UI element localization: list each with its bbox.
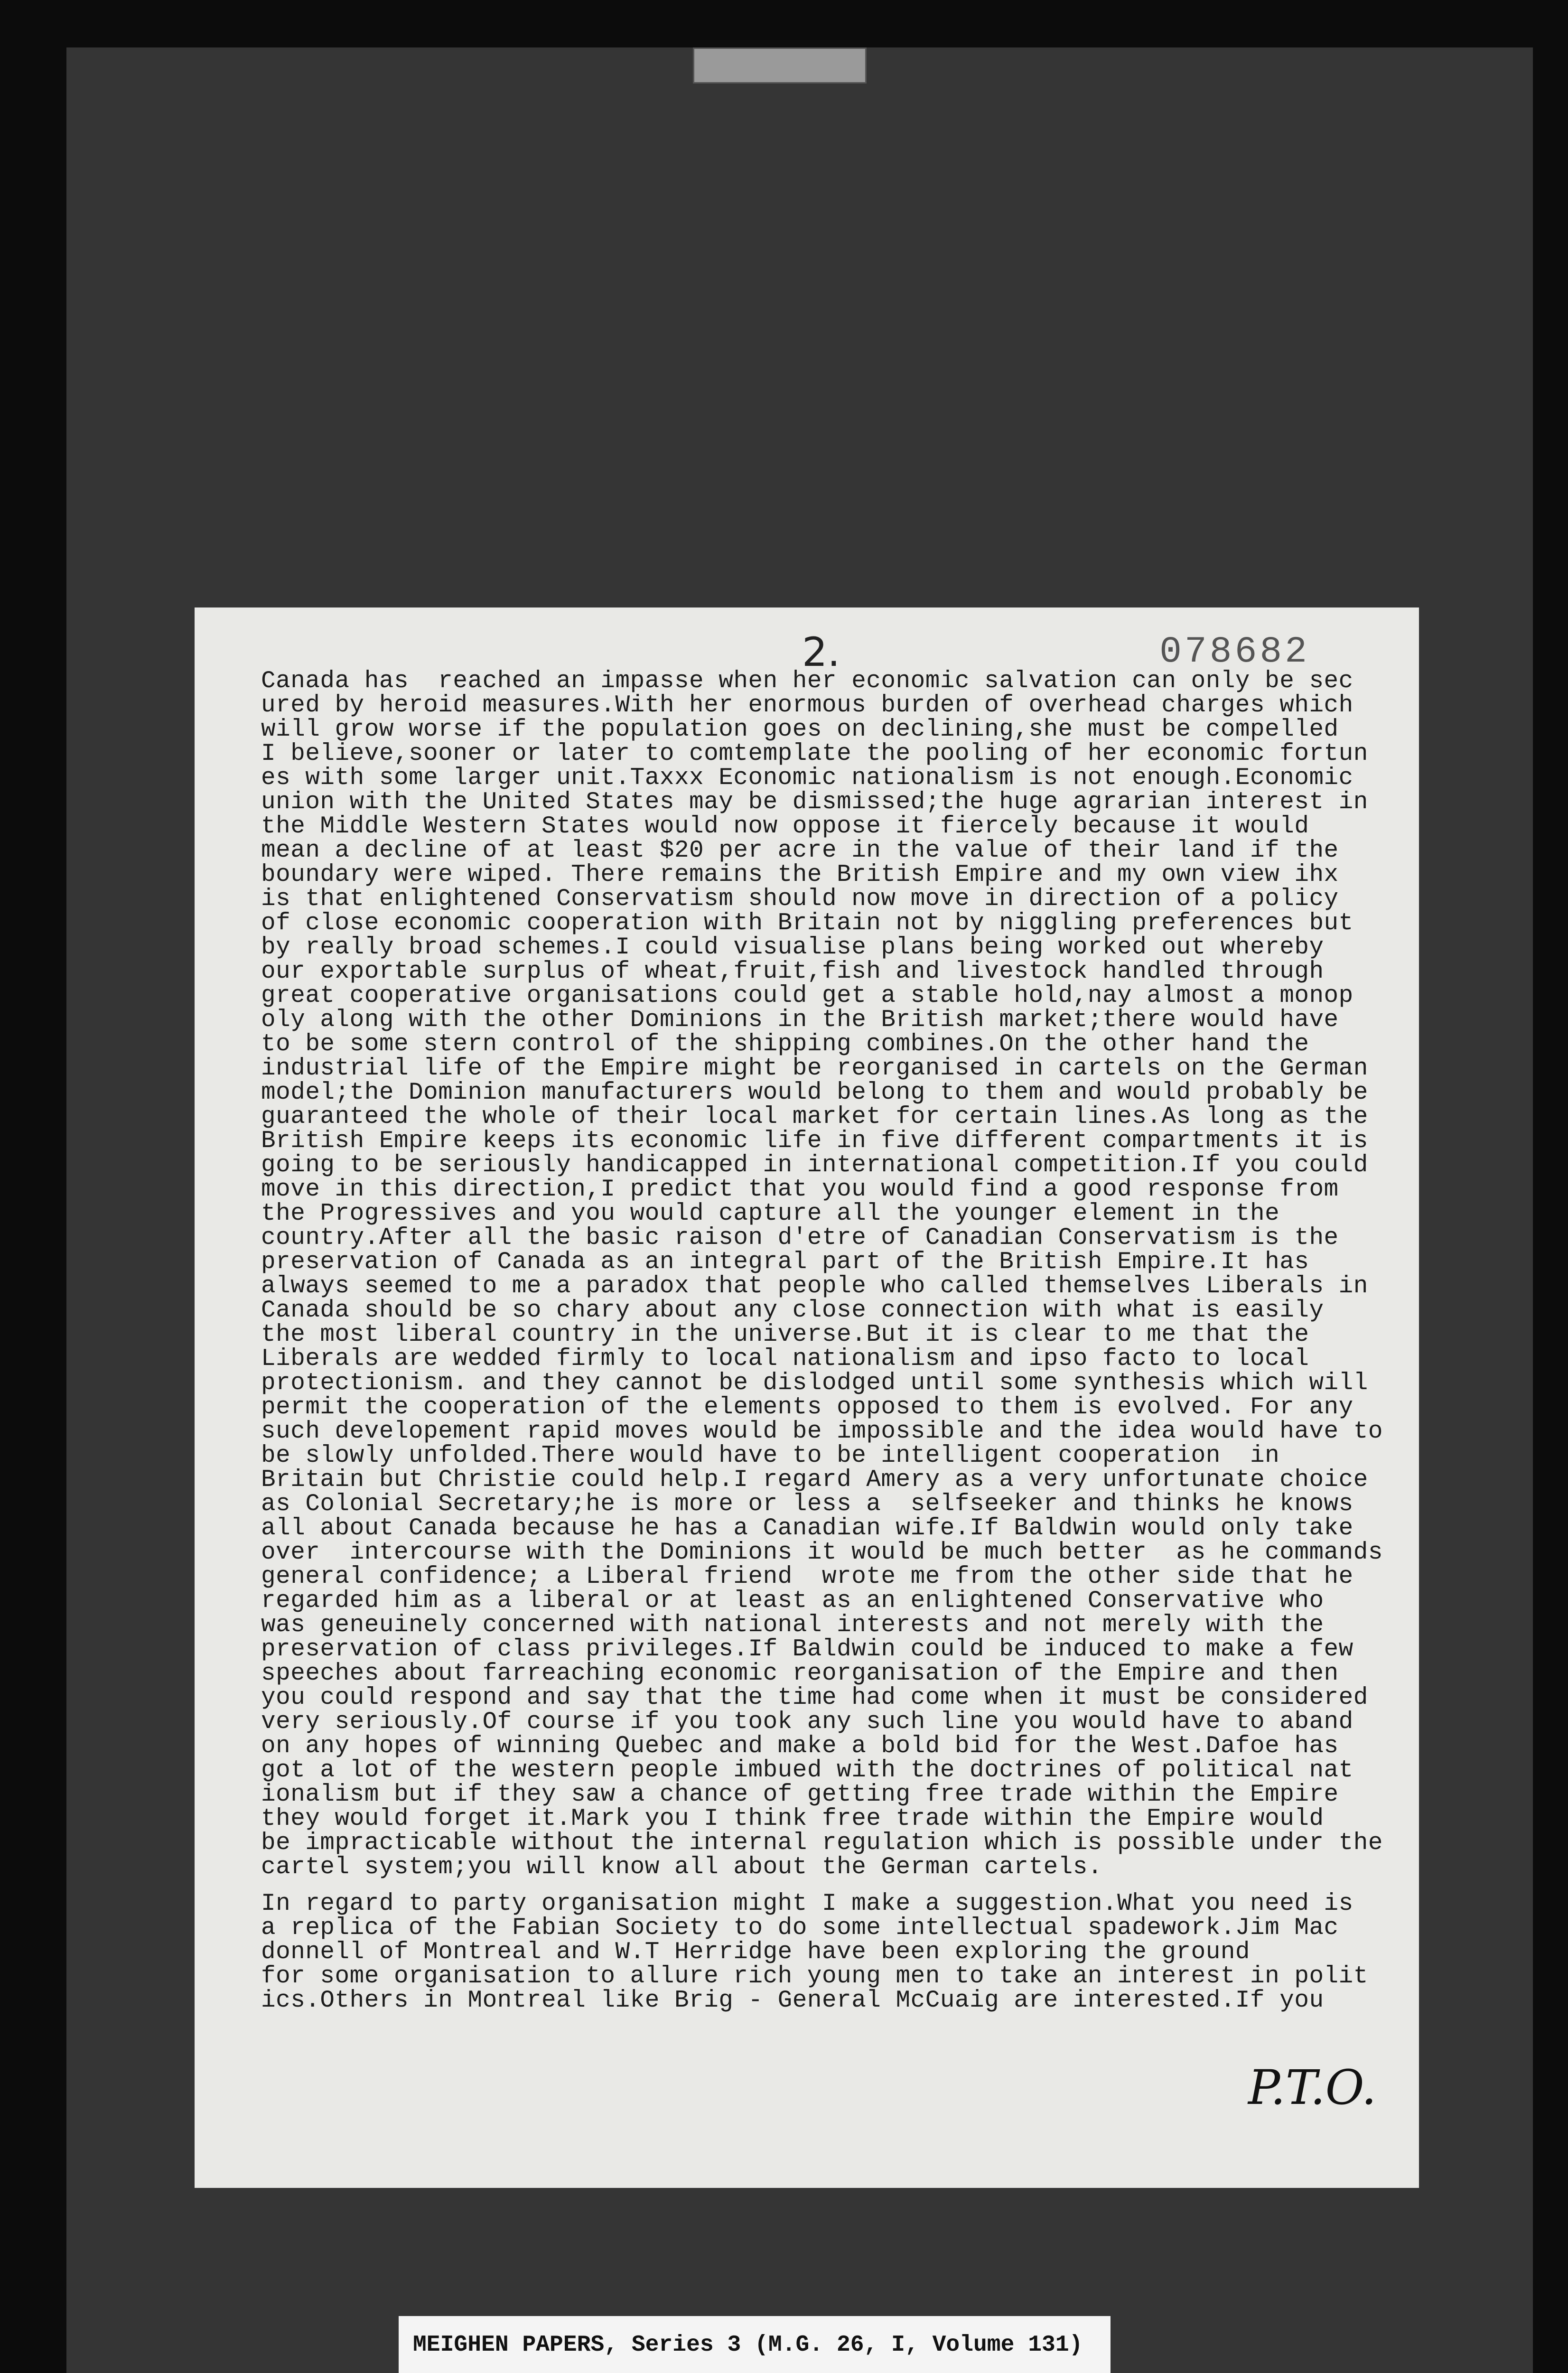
text-line: they would forget it.Mark you I think free trade within the Empire would bbox=[261, 1805, 1324, 1832]
text-line: is that enlightened Conservatism should now move in direction of a policy bbox=[261, 886, 1339, 913]
text-line: protectionism. and they cannot be dislodged until some synthesis which will bbox=[261, 1370, 1368, 1397]
text-line: to be some stern control of the shipping combines.On the other hand the bbox=[261, 1031, 1309, 1058]
text-line: by really broad schemes.I could visualise plans being worked out whereby bbox=[261, 934, 1324, 961]
letter-page bbox=[195, 607, 1419, 2188]
text-line: country.After all the basic raison d'etre of Canadian Conservatism is the bbox=[261, 1224, 1339, 1252]
text-line: a replica of the Fabian Society to do some intellectual spadework.Jim Mac bbox=[261, 1915, 1339, 1942]
letter-body-paragraph-2 bbox=[261, 1892, 1367, 2013]
text-line: of close economic cooperation with Britain not by niggling preferences but bbox=[261, 910, 1353, 937]
text-line: model;the Dominion manufacturers would belong to them and would probably be bbox=[261, 1079, 1368, 1106]
text-line: the Progressives and you would capture all the younger element in the bbox=[261, 1200, 1280, 1227]
pto-note: P.T.O. bbox=[1248, 2060, 1377, 2115]
paper-clip bbox=[693, 47, 867, 84]
text-line: Canada should be so chary about any close connection with what is easily bbox=[261, 1297, 1324, 1324]
document-number: 078682 bbox=[1159, 631, 1310, 673]
text-line: as Colonial Secretary;he is more or less a selfseeker and thinks he knows bbox=[261, 1491, 1353, 1518]
text-line: you could respond and say that the time had come when it must be considered bbox=[261, 1684, 1368, 1711]
text-line: donnell of Montreal and W.T Herridge have been exploring the ground bbox=[261, 1939, 1251, 1966]
text-line: always seemed to me a paradox that people who called themselves Liberals in bbox=[261, 1273, 1368, 1300]
text-line: British Empire keeps its economic life in five different compartments it is bbox=[261, 1128, 1368, 1155]
text-line: such developement rapid moves would be impossible and the idea would have to bbox=[261, 1418, 1383, 1445]
text-line: be slowly unfolded.There would have to be intelligent cooperation in bbox=[261, 1442, 1280, 1469]
text-line: speeches about farreaching economic reorganisation of the Empire and then bbox=[261, 1660, 1339, 1687]
text-line: oly along with the other Dominions in the British market;there would have bbox=[261, 1007, 1339, 1034]
text-line: going to be seriously handicapped in international competition.If you could bbox=[261, 1152, 1368, 1179]
text-line: for some organisation to allure rich young men to take an interest in polit bbox=[261, 1963, 1368, 1990]
text-line: In regard to party organisation might I make a suggestion.What you need is bbox=[261, 1890, 1353, 1917]
page-number: 2. bbox=[802, 629, 840, 675]
text-line: very seriously.Of course if you took any such line you would have to aband bbox=[261, 1709, 1353, 1736]
text-line: preservation of class privileges.If Baldwin could be induced to make a few bbox=[261, 1636, 1353, 1663]
text-line: great cooperative organisations could get a stable hold,nay almost a monop bbox=[261, 982, 1353, 1009]
text-line: be impracticable without the internal regulation which is possible under the bbox=[261, 1830, 1383, 1857]
text-line: es with some larger unit.Taxxx Economic nationalism is not enough.Economic bbox=[261, 765, 1353, 792]
text-line: general confidence; a Liberal friend wrote me from the other side that he bbox=[261, 1563, 1353, 1590]
text-line: preservation of Canada as an integral part of the British Empire.It has bbox=[261, 1249, 1309, 1276]
text-line: Britain but Christie could help.I regard Amery as a very unfortunate choice bbox=[261, 1467, 1368, 1494]
text-line: mean a decline of at least $20 per acre in the value of their land if the bbox=[261, 837, 1339, 864]
text-line: industrial life of the Empire might be reorganised in cartels on the German bbox=[261, 1055, 1368, 1082]
text-line: our exportable surplus of wheat,fruit,fish and livestock handled through bbox=[261, 958, 1324, 985]
text-line: union with the United States may be dismissed;the huge agrarian interest in bbox=[261, 789, 1368, 816]
text-line: ured by heroid measures.With her enormous burden of overhead charges which bbox=[261, 692, 1353, 719]
text-line: ics.Others in Montreal like Brig - General McCuaig are interested.If you bbox=[261, 1987, 1324, 2014]
text-line: was geneuinely concerned with national interests and not merely with the bbox=[261, 1612, 1324, 1639]
text-line: Liberals are wedded firmly to local nationalism and ipso facto to local bbox=[261, 1345, 1309, 1373]
archive-reference-label: MEIGHEN PAPERS, Series 3 (M.G. 26, I, Volume 131) bbox=[399, 2316, 1111, 2373]
text-line: permit the cooperation of the elements opposed to them is evolved. For any bbox=[261, 1394, 1353, 1421]
text-line: got a lot of the western people imbued with the doctrines of political nat bbox=[261, 1757, 1353, 1784]
text-line: will grow worse if the population goes on declining,she must be compelled bbox=[261, 716, 1339, 743]
letter-body bbox=[261, 668, 1383, 1881]
text-line: all about Canada because he has a Canadian wife.If Baldwin would only take bbox=[261, 1515, 1353, 1542]
text-line: cartel system;you will know all about the German cartels. bbox=[261, 1854, 1102, 1881]
text-line: the most liberal country in the universe.But it is clear to me that the bbox=[261, 1321, 1309, 1348]
text-line: the Middle Western States would now oppose it fiercely because it would bbox=[261, 813, 1309, 840]
text-line: guaranteed the whole of their local market for certain lines.As long as the bbox=[261, 1103, 1368, 1130]
text-line: boundary were wiped. There remains the British Empire and my own view ihx bbox=[261, 861, 1339, 888]
text-line: regarded him as a liberal or at least as an enlightened Conservative who bbox=[261, 1588, 1324, 1615]
text-line: on any hopes of winning Quebec and make a bold bid for the West.Dafoe has bbox=[261, 1733, 1339, 1760]
text-line: over intercourse with the Dominions it would be much better as he commands bbox=[261, 1539, 1383, 1566]
text-line: Canada has reached an impasse when her economic salvation can only be sec bbox=[261, 668, 1353, 695]
text-line: ionalism but if they saw a chance of getting free trade within the Empire bbox=[261, 1781, 1339, 1808]
text-line: I believe,sooner or later to comtemplate the pooling of her economic fortun bbox=[261, 740, 1368, 767]
text-line: move in this direction,I predict that you would find a good response from bbox=[261, 1176, 1339, 1203]
